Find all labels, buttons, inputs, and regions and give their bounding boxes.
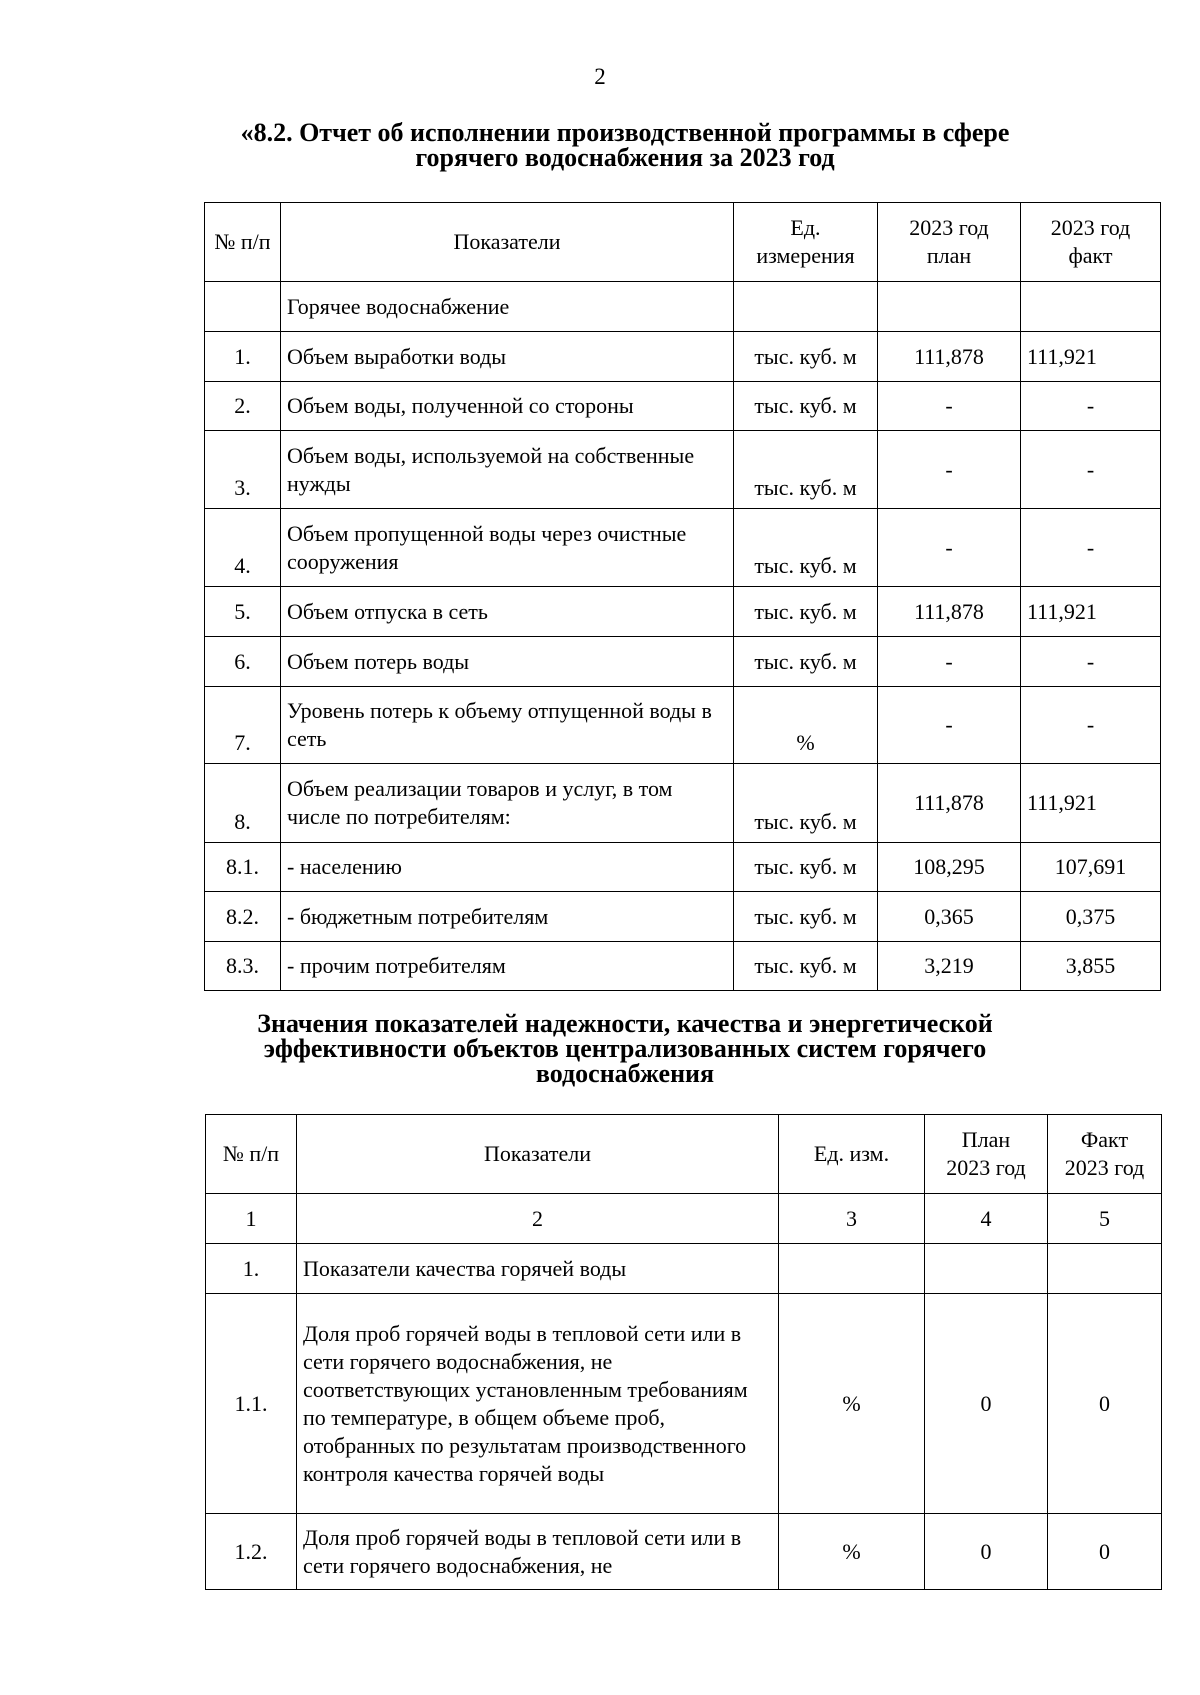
table-row	[206, 1514, 1162, 1590]
section1-title-line2: горячего водоснабжения за 2023 год	[415, 143, 835, 172]
reliability-indicators-table	[205, 1114, 1162, 1590]
table-row	[205, 687, 1161, 764]
row-plan: 0,365	[878, 892, 1021, 942]
header-num: № п/п	[205, 203, 281, 282]
header-plan-line1: План	[961, 1127, 1011, 1152]
row-indicator: Объем пропущенной воды через очистные сооружения	[281, 509, 734, 587]
row-indicator: Доля проб горячей воды в тепловой сети или в сети горячего водоснабжения, не	[297, 1514, 779, 1590]
table-row	[205, 637, 1161, 687]
table-row	[205, 332, 1161, 382]
table-row	[206, 1244, 1162, 1294]
header-indicator: Показатели	[281, 203, 734, 282]
row-unit: %	[734, 687, 878, 764]
row-indicator: - бюджетным потребителям	[281, 892, 734, 942]
row-indicator: Уровень потерь к объему отпущенной воды в сеть	[281, 687, 734, 764]
table-row	[205, 382, 1161, 431]
column-number: 5	[1048, 1194, 1162, 1244]
header-unit: Ед. изм.	[779, 1115, 925, 1194]
section1-title	[160, 120, 1090, 170]
row-unit: %	[779, 1514, 925, 1590]
row-fact: -	[1021, 431, 1161, 509]
row-unit	[779, 1244, 925, 1294]
row-unit: тыс. куб. м	[734, 509, 878, 587]
row-plan: 111,878	[878, 332, 1021, 382]
table-row	[205, 431, 1161, 509]
column-number: 1	[206, 1194, 297, 1244]
row-num: 7.	[205, 687, 281, 764]
row-num: 1.	[205, 332, 281, 382]
row-num: 1.	[206, 1244, 297, 1294]
row-fact: 107,691	[1021, 843, 1161, 892]
row-num	[205, 282, 281, 332]
row-num: 1.2.	[206, 1514, 297, 1590]
row-plan: 3,219	[878, 942, 1021, 991]
table-row	[205, 509, 1161, 587]
section2-title-line2: эффективности объектов централизованных систем горячего	[263, 1034, 987, 1063]
row-plan: -	[878, 687, 1021, 764]
row-num: 8.2.	[205, 892, 281, 942]
row-unit: тыс. куб. м	[734, 637, 878, 687]
row-fact: 0,375	[1021, 892, 1161, 942]
section1-title-line1: «8.2. Отчет об исполнении производственной программы в сфере	[240, 118, 1010, 147]
row-num: 6.	[205, 637, 281, 687]
row-indicator: Объем выработки воды	[281, 332, 734, 382]
header-plan-line2: план	[926, 243, 972, 268]
row-fact: 0	[1048, 1294, 1162, 1514]
row-indicator: Объем отпуска в сеть	[281, 587, 734, 637]
header-indicator: Показатели	[297, 1115, 779, 1194]
row-plan: -	[878, 637, 1021, 687]
row-indicator: Объем потерь воды	[281, 637, 734, 687]
column-number: 2	[297, 1194, 779, 1244]
row-unit: тыс. куб. м	[734, 843, 878, 892]
section2-title	[160, 1011, 1090, 1086]
row-fact	[1048, 1244, 1162, 1294]
row-fact: 111,921	[1021, 332, 1161, 382]
header-num: № п/п	[206, 1115, 297, 1194]
row-indicator: - населению	[281, 843, 734, 892]
row-unit: тыс. куб. м	[734, 587, 878, 637]
row-fact: 0	[1048, 1514, 1162, 1590]
row-unit: тыс. куб. м	[734, 431, 878, 509]
row-unit: тыс. куб. м	[734, 332, 878, 382]
header-unit	[734, 203, 878, 282]
row-fact: 111,921	[1021, 587, 1161, 637]
row-indicator: - прочим потребителям	[281, 942, 734, 991]
row-plan: 111,878	[878, 587, 1021, 637]
header-fact	[1048, 1115, 1162, 1194]
table-row	[205, 942, 1161, 991]
row-plan: -	[878, 431, 1021, 509]
header-unit-line2: измерения	[756, 243, 855, 268]
row-plan: 0	[925, 1514, 1048, 1590]
row-indicator: Объем реализации товаров и услуг, в том числе по потребителям:	[281, 764, 734, 843]
header-plan-line2: 2023 год	[946, 1155, 1026, 1180]
production-program-table	[204, 202, 1161, 991]
row-plan	[925, 1244, 1048, 1294]
row-plan: 108,295	[878, 843, 1021, 892]
row-indicator: Объем воды, полученной со стороны	[281, 382, 734, 431]
header-plan-line1: 2023 год	[909, 215, 989, 240]
row-unit	[734, 282, 878, 332]
table-header-row	[205, 203, 1161, 282]
column-number: 4	[925, 1194, 1048, 1244]
row-num: 3.	[205, 431, 281, 509]
row-fact: -	[1021, 382, 1161, 431]
header-fact-line2: 2023 год	[1064, 1155, 1145, 1180]
section2-title-line1: Значения показателей надежности, качества и энергетической	[257, 1009, 993, 1038]
row-num: 2.	[205, 382, 281, 431]
row-plan: 111,878	[878, 764, 1021, 843]
row-fact: 111,921	[1021, 764, 1161, 843]
row-num: 5.	[205, 587, 281, 637]
row-unit: тыс. куб. м	[734, 382, 878, 431]
row-unit: %	[779, 1294, 925, 1514]
row-unit: тыс. куб. м	[734, 892, 878, 942]
table-row	[205, 764, 1161, 843]
row-num: 1.1.	[206, 1294, 297, 1514]
row-plan: -	[878, 509, 1021, 587]
header-fact	[1021, 203, 1161, 282]
header-fact-line1: 2023 год	[1050, 215, 1131, 240]
page-number: 2	[594, 64, 606, 89]
row-plan: -	[878, 382, 1021, 431]
row-num: 8.3.	[205, 942, 281, 991]
row-fact: -	[1021, 637, 1161, 687]
row-plan: 0	[925, 1294, 1048, 1514]
section2-title-line3: водоснабжения	[535, 1059, 715, 1088]
row-fact: -	[1021, 687, 1161, 764]
row-num: 4.	[205, 509, 281, 587]
table-header-row	[206, 1115, 1162, 1194]
row-fact	[1021, 282, 1161, 332]
row-fact: 3,855	[1021, 942, 1161, 991]
row-num: 8.1.	[205, 843, 281, 892]
header-plan	[925, 1115, 1048, 1194]
table-row	[205, 587, 1161, 637]
row-plan	[878, 282, 1021, 332]
row-indicator: Показатели качества горячей воды	[297, 1244, 779, 1294]
header-fact-line1: Факт	[1080, 1127, 1129, 1152]
row-unit: тыс. куб. м	[734, 942, 878, 991]
table-row	[205, 892, 1161, 942]
row-unit: тыс. куб. м	[734, 764, 878, 843]
row-fact: -	[1021, 509, 1161, 587]
table-row	[206, 1294, 1162, 1514]
row-indicator: Доля проб горячей воды в тепловой сети или в сети горячего водоснабжения, не соответствующих установленным требованиям по температуре, в общем объеме проб, отобранных по результатам производственного контроля качества горячей воды	[297, 1294, 779, 1514]
header-fact-line2: факт	[1068, 243, 1113, 268]
table-row	[205, 843, 1161, 892]
header-unit-line1: Ед.	[790, 215, 821, 240]
table-row	[205, 282, 1161, 332]
column-number: 3	[779, 1194, 925, 1244]
column-number-row	[206, 1194, 1162, 1244]
header-plan	[878, 203, 1021, 282]
row-indicator: Объем воды, используемой на собственные нужды	[281, 431, 734, 509]
row-num: 8.	[205, 764, 281, 843]
row-indicator: Горячее водоснабжение	[281, 282, 734, 332]
